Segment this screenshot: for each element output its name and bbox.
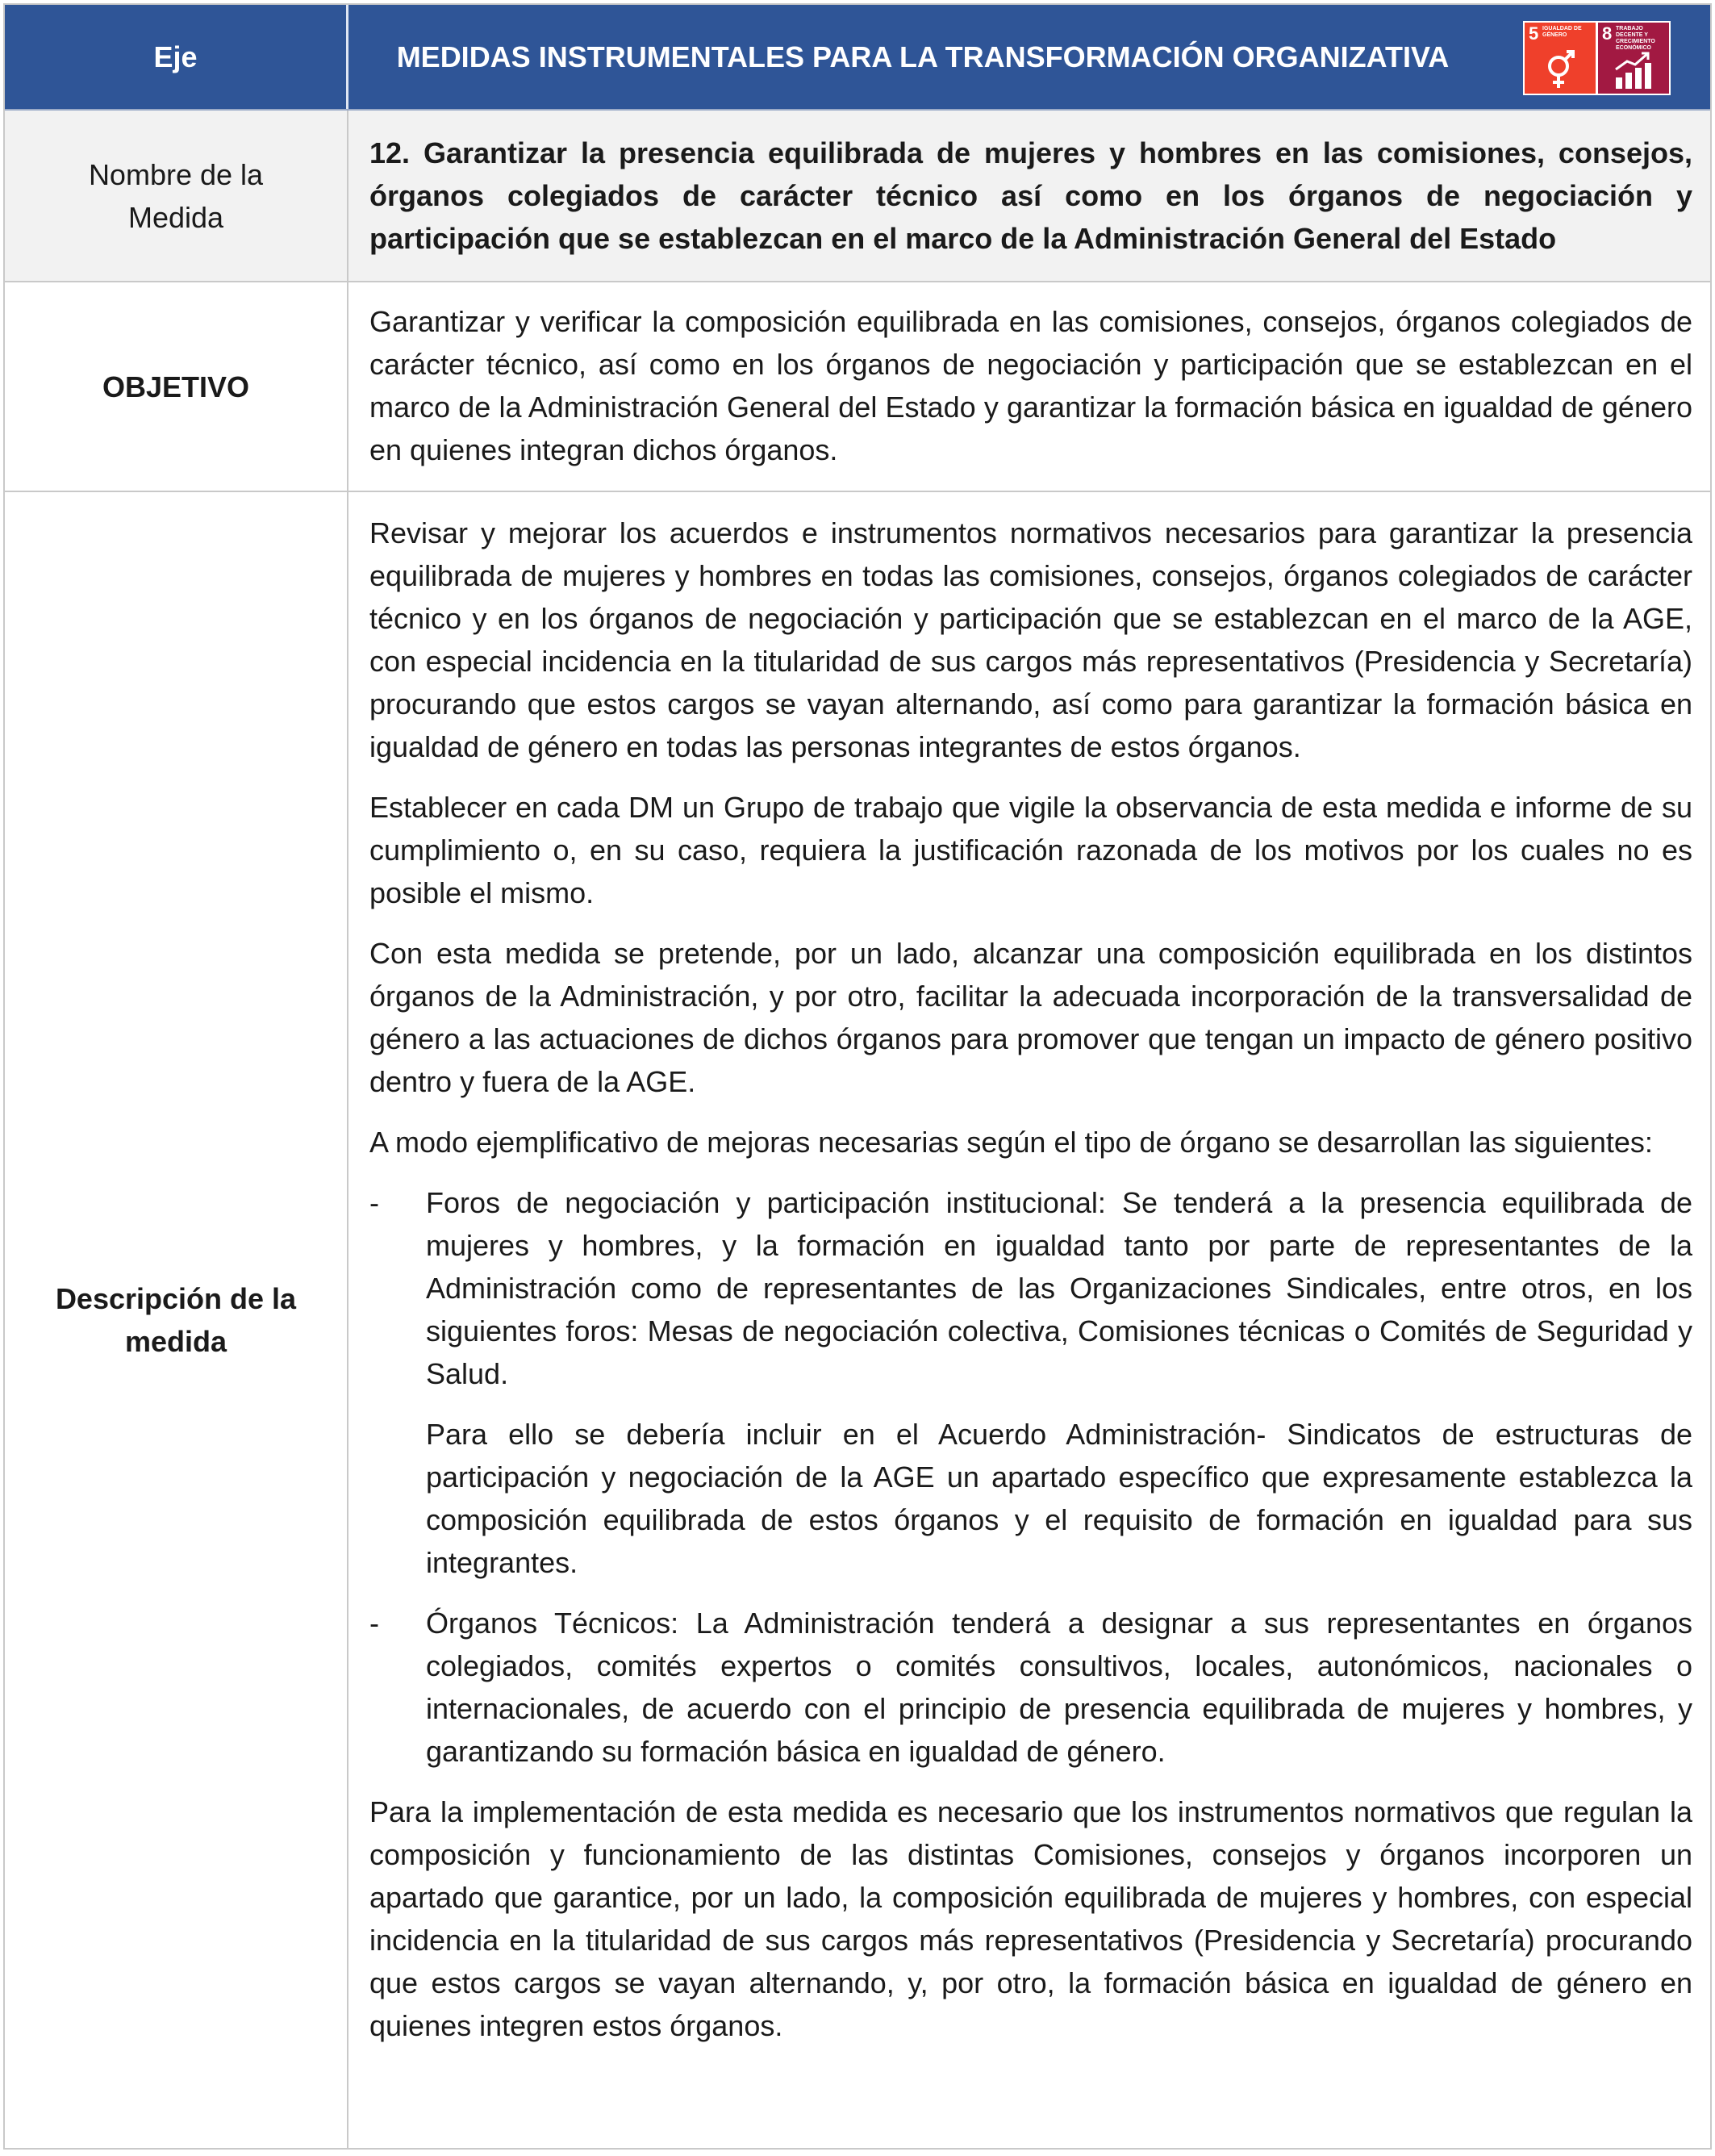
measure-table: [3, 3, 1712, 2150]
gender-equality-icon: [1539, 50, 1581, 90]
eje-header: Eje: [5, 5, 348, 109]
list-item: - Órganos Técnicos: La Administración tenderá a designar a sus representantes en órganos colegiados, comités expertos o comités consultivos, locales, autonómicos, nacionales o internacionales, de acuerdo con el principio de presencia equilibrada de mujeres y hombres, y garantizando su formación básica en igualdad de género.: [369, 1602, 1692, 1773]
descripcion-paragraph: Para la implementación de esta medida es necesario que los instrumentos normativos que regulan la composición y funcionamiento de las distintas Comisiones, consejos y órganos incorporen un apartado que garantice, por un lado, la composición equilibrada de mujeres y hombres, con especial incidencia en la titularidad de sus cargos más representativos (Presidencia y Secretaría) procurando que estos cargos se vayan alternando, y, por otro, la formación básica en igualdad de género en quienes integren estos órganos.: [369, 1795, 1692, 2042]
nombre-label: Nombre de la Medida: [5, 111, 348, 281]
sdg-5-icon: 5 IGUALDAD DE GÉNERO: [1525, 23, 1596, 94]
list-item: - Foros de negociación y participación institucional: Se tenderá a la presencia equilibrada de mujeres y hombres, y la formación en igualdad tanto por parte de representantes de la Administración como de representantes de las Organizaciones Sindicales, entre otros, en los siguientes foros: Mesas de negociación colectiva, Comisiones técnicas o Comités de Seguridad y Salud.: [369, 1181, 1692, 1395]
table-header-row: [5, 5, 1710, 111]
objetivo-row: [5, 282, 1710, 492]
descripcion-row: [5, 492, 1710, 2148]
growth-chart-icon: [1613, 50, 1654, 90]
descripcion-paragraph: Establecer en cada DM un Grupo de trabajo que vigile la observancia de esta medida e informe de su cumplimiento o, en su caso, requiera la justificación razonada de los motivos por los cuales no es posible el mismo.: [369, 791, 1692, 909]
nombre-text: 12. Garantizar la presencia equilibrada de mujeres y hombres en las comisiones, consejos, órganos colegiados de carácter técnico así como en los órganos de negociación y participación que se establezcan en el marco de la Administración General del Estado: [369, 136, 1692, 255]
list-item-subparagraph: Para ello se debería incluir en el Acuerdo Administración- Sindicatos de estructuras de participación y negociación de la AGE un apartado específico que expresamente establezca la composición equilibrada de estos órganos y el requisito de formación en igualdad para sus integrantes.: [426, 1418, 1692, 1579]
sdg-8-icon: 8 TRABAJO DECENTE Y CRECIMIENTO ECONÓMICO: [1598, 23, 1669, 94]
descripcion-paragraph: A modo ejemplificativo de mejoras necesarias según el tipo de órgano se desarrollan las siguientes:: [369, 1126, 1653, 1159]
sdg-icons: [1523, 21, 1671, 95]
header-title: MEDIDAS INSTRUMENTALES PARA LA TRANSFORMACIÓN ORGANIZATIVA: [396, 40, 1450, 73]
descripcion-text: [348, 492, 1710, 2148]
nombre-row: [5, 111, 1710, 282]
descripcion-label: Descripción de la medida: [5, 492, 348, 2148]
bullet-dash: -: [369, 1607, 379, 1640]
descripcion-paragraph: Revisar y mejorar los acuerdos e instrumentos normativos necesarios para garantizar la presencia equilibrada de mujeres y hombres en todas las comisiones, consejos, órganos colegiados de carácter técnico y en los órganos de negociación y participación que se establezcan en el marco de la AGE, con especial incidencia en la titularidad de sus cargos más representativos (Presidencia y Secretaría) procurando que estos cargos se vayan alternando, así como para garantizar la formación básica en igualdad de género en todas las personas integrantes de estos órganos.: [369, 516, 1692, 763]
bullet-dash: -: [369, 1186, 379, 1219]
objetivo-label: OBJETIVO: [5, 282, 348, 491]
objetivo-text: Garantizar y verificar la composición equilibrada en las comisiones, consejos, órganos colegiados de carácter técnico, así como en los órganos de negociación y participación que se establezcan en el marco de la Administración General del Estado y garantizar la formación básica en igualdad de género en quienes integran dichos órganos.: [369, 305, 1692, 466]
descripcion-paragraph: Con esta medida se pretende, por un lado, alcanzar una composición equilibrada en los distintos órganos de la Administración, y por otro, facilitar la adecuada incorporación de la transversalidad de género a las actuaciones de dichos órganos para promover que tengan un impacto de género positivo dentro y fuera de la AGE.: [369, 937, 1692, 1098]
